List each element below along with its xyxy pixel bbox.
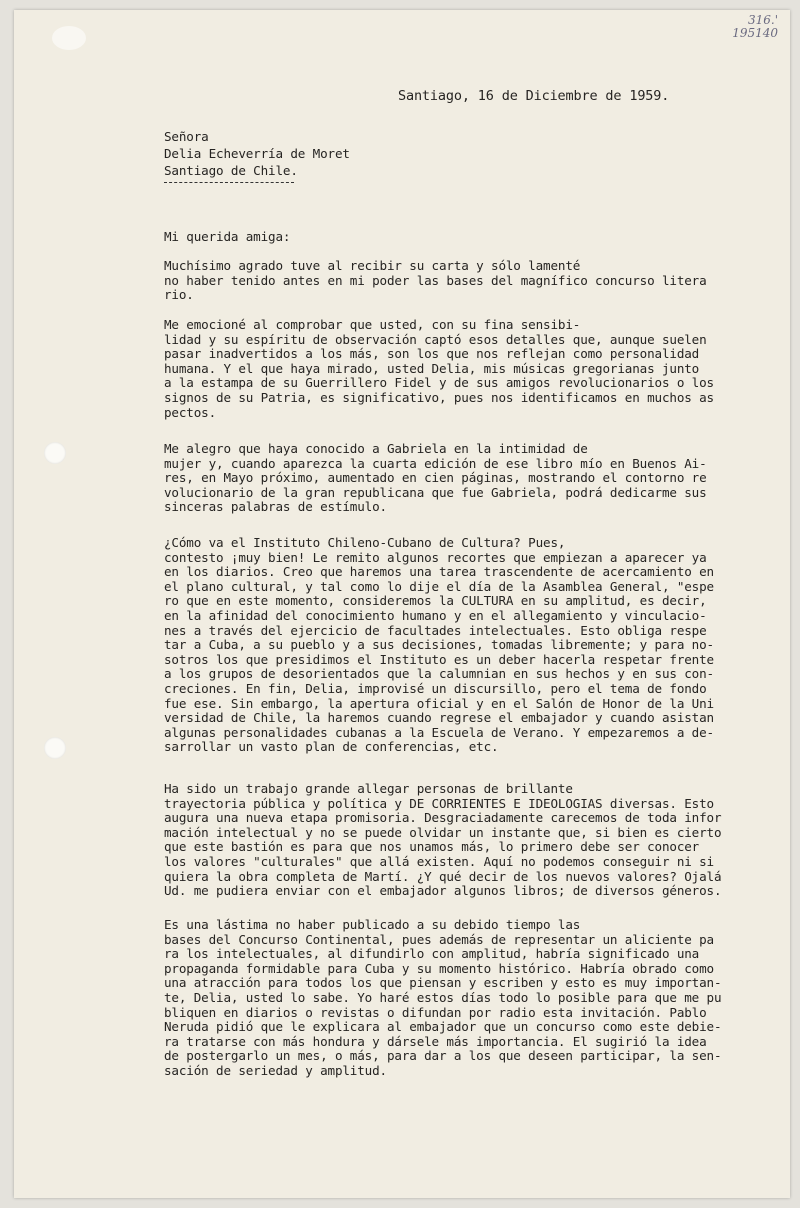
letter-body <box>14 10 790 1198</box>
letter-date: Santiago, 16 de Diciembre de 1959. <box>398 88 670 104</box>
archive-reference-line: 316.' <box>747 13 778 27</box>
recipient-name: Delia Echeverría de Moret <box>164 146 350 161</box>
letter-page <box>14 10 790 1198</box>
paragraph: Me emocioné al comprobar que usted, con su fina sensibi- lidad y su espíritu de observación captó esos detalles que, aunque suelen pasar inadvertidos a los más, son los que nos reflejan como personalidad humana. Y el que haya mirado, usted Delia, mis músicas gregorianas junto a la estampa de su Guerrillero Fidel y de sus amigos revolucionarios o los signos de su Patria, es significativo, pues nos identificamos en muchos as pectos. <box>164 317 714 420</box>
paragraph: Me alegro que haya conocido a Gabriela en la intimidad de mujer y, cuando aparezca la cuarta edición de ese libro mío en Buenos Ai- res, en Mayo próximo, aumentado en cien páginas, mostrando el contorno re volucionario de la gran republicana que fue Gabriela, podrá dedicarme sus sinceras palabras de estímulo. <box>164 441 707 515</box>
paragraph: ¿Cómo va el Instituto Chileno-Cubano de Cultura? Pues, contesto ¡muy bien! Le remito algunos recortes que empiezan a aparecer ya en los diarios. Creo que haremos una tarea trascendente de acercamiento en el plano cultural, y tal como lo dije el día de la Asamblea General, "espe ro que en este momento, consideremos la CULTURA en su amplitud, es decir, en la afinidad del conocimiento humano y en el allegamiento y vinculacio- nes a través del ejercicio de facultades intelectuales. Esto obliga respe tar a Cuba, a su pueblo y a sus decisiones, tomadas libremente; y para no- sotros los que presidimos el Instituto es un deber hacerla respetar frente a los grupos de desorientados que la calumnian en sus hechos y en sus con- creciones. En fin, Delia, improvisé un discursillo, pero el tema de fondo fue ese. Sin embargo, la apertura oficial y en el Salón de Honor de la Uni versidad de Chile, la haremos cuando regrese el embajador y cuando asistan algunas personalidades cubanas a la Escuela de Verano. Y empezaremos a de- sarrollar un vasto plan de conferencias, etc. <box>164 535 714 755</box>
salutation: Mi querida amiga: <box>164 229 291 244</box>
paragraph: Ha sido un trabajo grande allegar personas de brillante trayectoria pública y política y DE CORRIENTES E IDEOLOGIAS diversas. Esto augura una nueva etapa promisoria. Desgraciadamente carecemos de toda infor mación intelectual y no se puede olvidar un instante que, si bien es cierto que este bastión es para que nos unamos más, lo primero debe ser conocer los valores "culturales" que allá existen. Aquí no podemos conseguir ni si quiera la obra completa de Martí. ¿Y qué decir de los nuevos valores? Ojalá Ud. me pudiera enviar con el embajador algunos libros; de diversos géneros. <box>164 781 722 899</box>
recipient-city: Santiago de Chile. <box>164 163 298 178</box>
recipient-title: Señora <box>164 129 209 144</box>
paragraph: Es una lástima no haber publicado a su debido tiempo las bases del Concurso Continental, pues además de representar un aliciente pa ra los intelectuales, al difundirlo con amplitud, habría significado una propaganda formidable para Cuba y su momento histórico. Habría obrado como una atracción para todos los que piensan y escriben y esto es muy importan- te, Delia, usted lo sabe. Yo haré estos días todo lo posible para que me pu bliquen en diarios o revistas o difundan por radio esta invitación. Pablo Neruda pidió que le explicara al embajador que un concurso como este debie- ra tratarse con más hondura y dársele más importancia. El sugirió la idea de postergarlo un mes, o más, para dar a los que deseen participar, la sen- sación de seriedad y amplitud. <box>164 917 722 1078</box>
recipient-block <box>164 128 350 179</box>
paragraph: Muchísimo agrado tuve al recibir su carta y sólo lamenté no haber tenido antes en mi poder las bases del magnífico concurso litera rio. <box>164 258 707 303</box>
address-underline <box>164 182 294 183</box>
archive-reference-line: 195140 <box>732 26 778 40</box>
